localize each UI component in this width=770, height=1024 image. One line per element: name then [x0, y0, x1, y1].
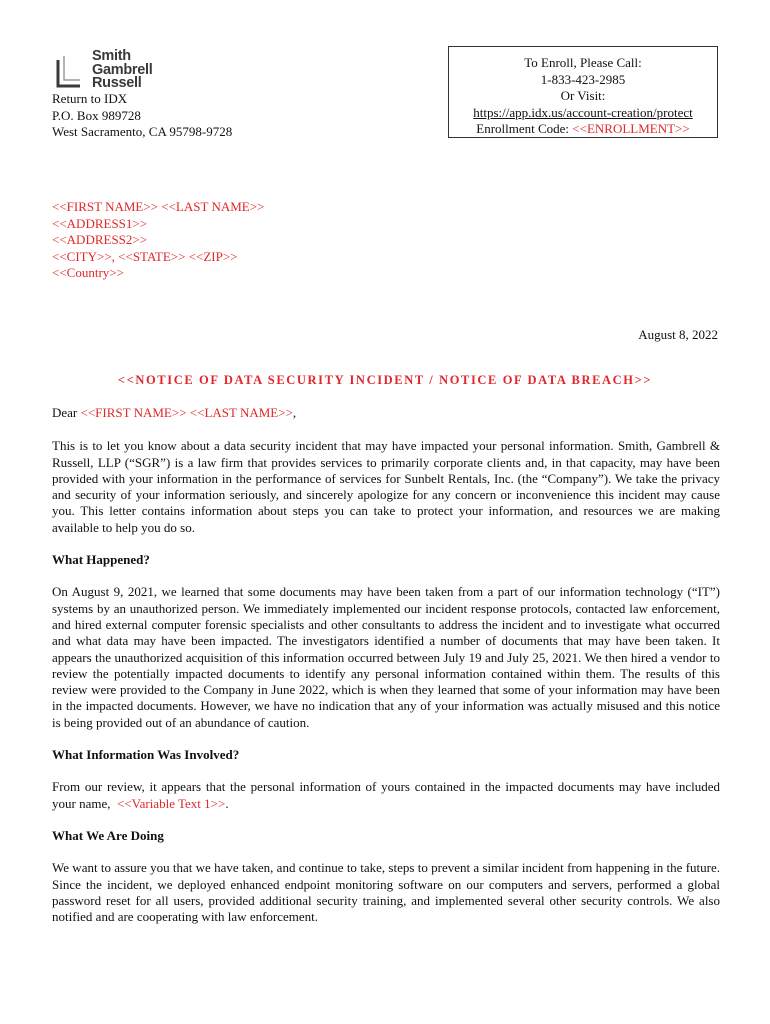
- recipient-city-state-zip: <<CITY>>, <<STATE>> <<ZIP>>: [52, 248, 238, 264]
- return-address-line-1: Return to IDX: [52, 91, 128, 106]
- logo-line-3: Russell: [92, 75, 142, 91]
- what-we-are-doing-paragraph: We want to assure you that we have taken, and continue to take, steps to prevent a similar incident from happening in the future. Since the incident, we deployed enhanced endpoint monitoring software on our computers and servers, performed a global password reset for all users, provided additional security training, and implemented several other security controls. We also notified and are cooperating with law enforcement.: [52, 860, 720, 925]
- enroll-code-line: [449, 121, 717, 138]
- logo-line-2: Gambrell: [92, 61, 153, 78]
- info-involved-end: .: [225, 795, 229, 811]
- logo-line-1: Smith: [92, 48, 131, 64]
- enroll-url-link[interactable]: https://app.idx.us/account-creation/protect: [473, 104, 693, 120]
- info-involved-paragraph: [52, 779, 720, 812]
- what-happened-heading: What Happened?: [52, 552, 150, 568]
- letter-body: [52, 405, 720, 925]
- salutation: [52, 405, 720, 421]
- enroll-phone: 1-833-423-2985: [540, 71, 626, 87]
- info-involved-heading: What Information Was Involved?: [52, 747, 240, 763]
- enroll-call-label: To Enroll, Please Call:: [524, 55, 642, 70]
- recipient-country: <<Country>>: [52, 265, 124, 280]
- what-we-are-doing-heading: What We Are Doing: [52, 827, 164, 843]
- info-involved-text: From our review, it appears that the personal information of yours contained in the impacted documents may have included your name,: [52, 779, 720, 811]
- enroll-code-label: Enrollment Code:: [476, 121, 570, 136]
- return-address-line-3: West Sacramento, CA 95798-9728: [52, 124, 233, 139]
- recipient-name: <<FIRST NAME>> <<LAST NAME>>: [52, 199, 265, 214]
- logo-wordmark: [92, 50, 152, 91]
- salutation-suffix: ,: [292, 405, 297, 420]
- letter-date: August 8, 2022: [638, 327, 718, 342]
- info-variable-text: <<Variable Text 1>>: [116, 795, 226, 811]
- sgr-logo: [56, 50, 176, 92]
- enroll-code-value: <<ENROLLMENT>>: [572, 121, 690, 136]
- sgr-bracket-logo-icon: [56, 54, 82, 88]
- recipient-address-2: <<ADDRESS2>>: [52, 232, 148, 247]
- enrollment-box: [448, 46, 718, 138]
- return-address: [52, 91, 232, 141]
- salutation-name: <<FIRST NAME>> <<LAST NAME>>: [80, 405, 293, 420]
- enroll-visit-label: Or Visit:: [560, 88, 606, 103]
- intro-paragraph: This is to let you know about a data security incident that may have impacted your personal information. Smith, Gambrell & Russell, LLP (“SGR”) is a law firm that provides services to primarily corporate clients and, in that capacity, may have been provided with your information in the performance of services for Sunbelt Rentals, Inc. (the “Company”). We take the privacy and security of your information seriously, and sincerely apologize for any concern or inconvenience this incident may cause you. This letter contains information about steps you can take to protect your information, and resources we are making available to help you do so.: [52, 438, 720, 535]
- salutation-prefix: Dear: [52, 405, 78, 420]
- recipient-address: [52, 199, 264, 282]
- recipient-address-1: <<ADDRESS1>>: [52, 215, 148, 231]
- return-address-line-2: P.O. Box 989728: [52, 107, 141, 123]
- notice-title: <<NOTICE OF DATA SECURITY INCIDENT / NOTICE OF DATA BREACH>>: [117, 373, 653, 387]
- what-happened-paragraph: On August 9, 2021, we learned that some documents may have been taken from a part of our information technology (“IT”) systems by an unauthorized person. We immediately implemented our incident response protocols, contacted law enforcement, and hired external computer forensic specialists and other consultants to address the incident and to investigate what occurred and what data may have been impacted. The investigators identified a number of documents that may have been taken. It appears the unauthorized acquisition of this information occurred between July 19 and July 25, 2021. We then hired a vendor to review the potentially impacted documents to identify any personal information contained within them. The results of this review were provided to the Company in June 2022, which is when they learned that some of your information may have been in the impacted documents. However, we have no indication that any of your information was actually misused and this notice is being provided out of an abundance of caution.: [52, 584, 720, 730]
